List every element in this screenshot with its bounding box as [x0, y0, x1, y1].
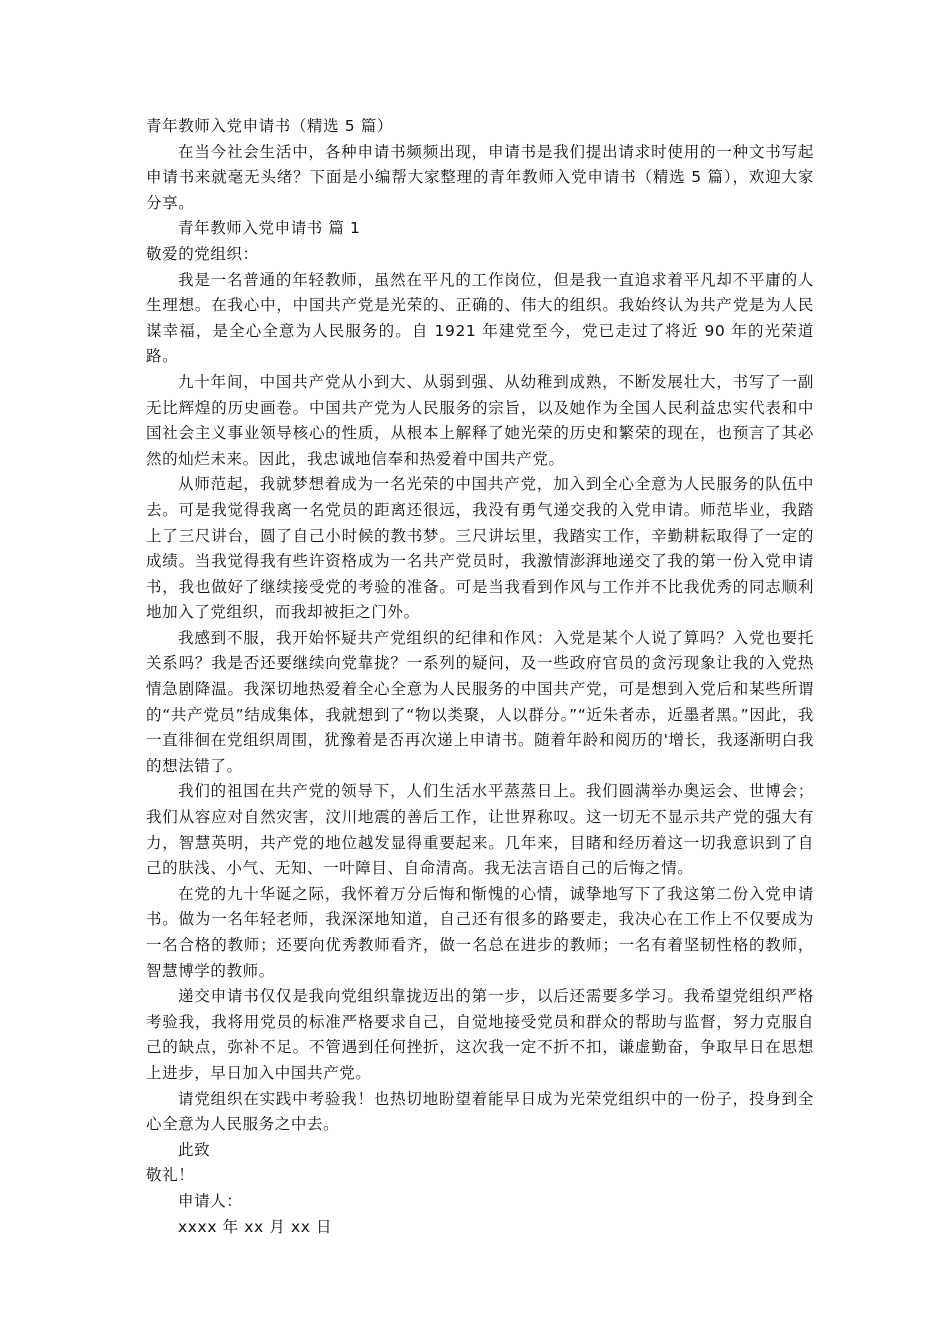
closing-line: 此致 [178, 1140, 211, 1159]
closing-salute: 敬礼！ [146, 1166, 195, 1185]
intro-paragraph: 在当今社会生活中，各种申请书频频出现，申请书是我们提出请求时使用的一种文书写起申请书来就毫无头绪？下面是小编帮大家整理的青年教师入党申请书（精选 5 篇），欢迎大家分享。 [146, 142, 814, 212]
body-paragraph: 在党的九十华诞之际，我怀着万分后悔和惭愧的心情，诚挚地写下了我这第二份入党申请书。做为一名年轻老师，我深深地知道，自己还有很多的路要走，我决心在工作上不仅要成为一名合格的教师；还要向优秀教师看齐，做一名总在进步的教师；一名有着坚韧性格的教师，智慧博学的教师。 [146, 884, 814, 980]
applicant-label: 申请人： [178, 1191, 243, 1210]
document-title: 青年教师入党申请书（精选 5 篇） [146, 117, 393, 135]
body-paragraph: 九十年间，中国共产党从小到大、从弱到强、从幼稚到成熟，不断发展壮大，书写了一副无比辉煌的历史画卷。中国共产党为人民服务的宗旨，以及她作为全国人民利益忠实代表和中国社会主义事业领导核心的性质，从根本上解释了她光荣的历史和繁荣的现在，也预言了其必然的灿烂未来。因此，我忠诚地信奉和热爱着中国共产党。 [146, 372, 814, 468]
body-paragraph: 请党组织在实践中考验我！也热切地盼望着能早日成为光荣党组织中的一份子，投身到全心全意为人民服务之中去。 [146, 1089, 814, 1134]
body-paragraph: 递交申请书仅仅是我向党组织靠拢迈出的第一步，以后还需要多学习。我希望党组织严格考验我，我将用党员的标准严格要求自己，自觉地接受党员和群众的帮助与监督，努力克服自己的缺点，弥补不足。不管遇到任何挫折，这次我一定不折不扣，谦虚勤奋，争取早日在思想上进步，早日加入中国共产党。 [146, 987, 814, 1082]
body-paragraph: 我是一名普通的年轻教师，虽然在平凡的工作岗位，但是我一直追求着平凡却不平庸的人生理想。在我心中，中国共产党是光荣的、正确的、伟大的组织。我始终认为共产党是为人民谋幸福，是全心全意为人民服务的。自 1921 年建党至今，党已走过了将近 90 年的光荣道路。 [146, 270, 814, 366]
document-page [146, 114, 814, 1240]
signature-date: xxxx 年 xx 月 xx 日 [178, 1217, 333, 1236]
body-paragraph: 从师范起，我就梦想着成为一名光荣的中国共产党，加入到全心全意为人民服务的队伍中去。可是我觉得我离一名党员的距离还很远，我没有勇气递交我的入党申请。师范毕业，我踏上了三尺讲台，圆了自己小时候的教书梦。三尺讲坛里，我踏实工作，辛勤耕耘取得了一定的成绩。当我觉得我有些许资格成为一名共产党员时，我激情澎湃地递交了我的第一份入党申请书，我也做好了继续接受党的考验的准备。可是当我看到作风与工作并不比我优秀的同志顺利地加入了党组织，而我却被拒之门外。 [146, 475, 814, 622]
body-paragraph: 我们的祖国在共产党的领导下，人们生活水平蒸蒸日上。我们圆满举办奥运会、世博会；我们从容应对自然灾害，汶川地震的善后工作，让世界称叹。这一切无不显示共产党的强大有力，智慧英明，共产党的地位越发显得重要起来。几年来，目睹和经历着这一切我意识到了自己的肤浅、小气、无知、一叶障目、自命清高。我无法言语自己的后悔之情。 [146, 782, 814, 878]
section-heading: 青年教师入党申请书 篇 1 [178, 219, 361, 238]
salutation: 敬爱的党组织： [146, 244, 259, 263]
body-paragraph: 我感到不服，我开始怀疑共产党组织的纪律和作风：入党是某个人说了算吗？入党也要托关系吗？我是否还要继续向党靠拢？一系列的疑问，及一些政府官员的贪污现象让我的入党热情急剧降温。我深切地热爱着全心全意为人民服务的中国共产党，可是想到入党后和某些所谓的“共产党员”结成集体，我就想到了“物以类聚，人以群分。”“近朱者赤，近墨者黑。”因此，我一直徘徊在党组织周围，犹豫着是否再次递上申请书。随着年龄和阅历的'增长，我逐渐明白我的想法错了。 [146, 628, 814, 775]
